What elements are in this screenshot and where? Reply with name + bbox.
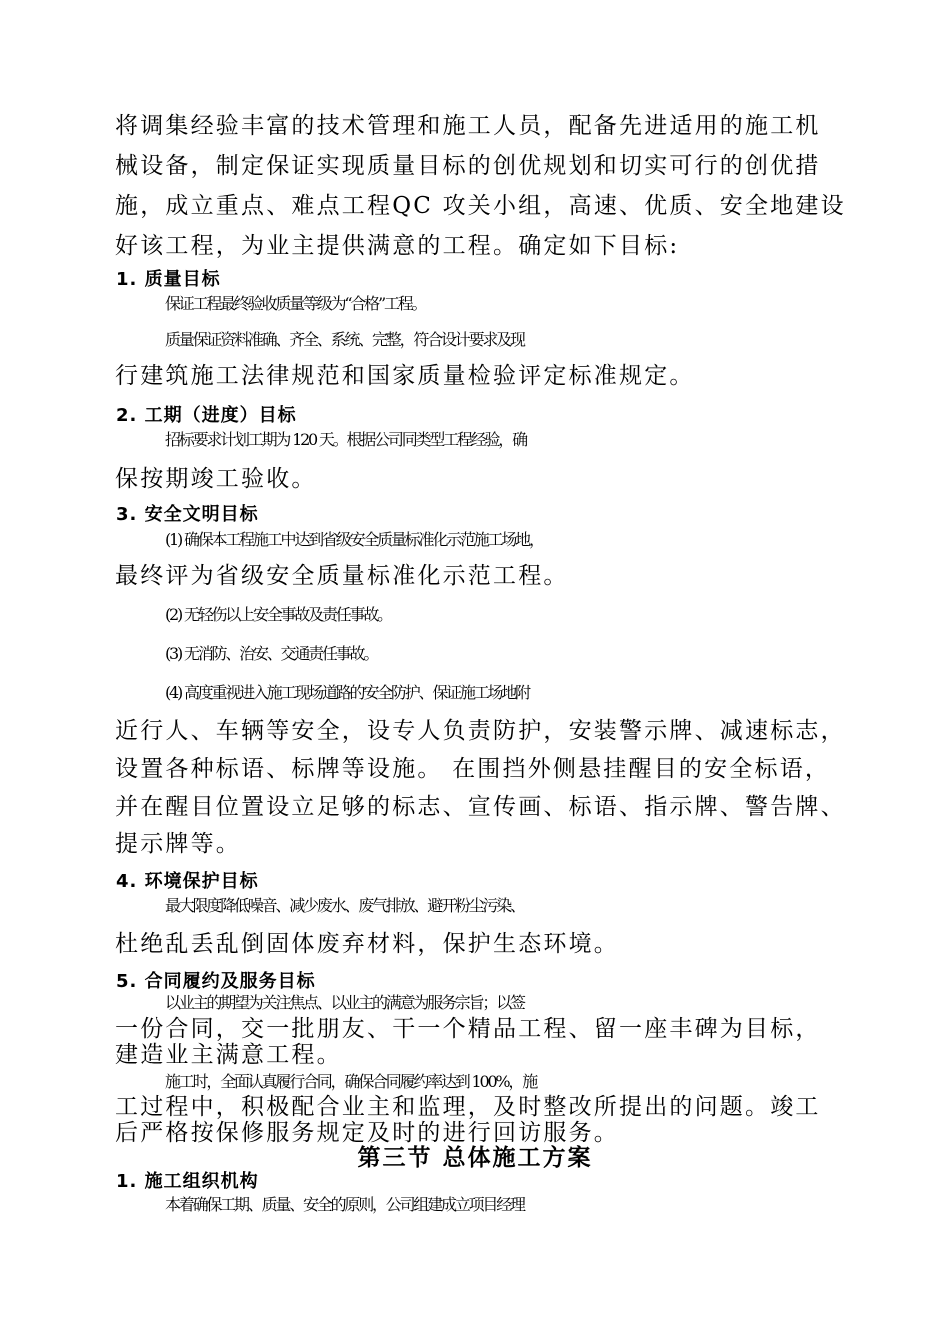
environment-paragraph-line-1: 最大限度降低噪音、减少废水、废气排放、避开粉尘污染、: [165, 896, 524, 915]
intro-line-2: 械设备，制定保证实现质量目标的创优规划和切实可行的创优措: [115, 153, 821, 179]
organization-paragraph-line-1: 本着确保工期、质量、安全的原则，公司组建成立项目经理: [165, 1195, 524, 1214]
safety-item-4-line-3: 设置各种标语、标牌等设施。 在围挡外侧悬挂醒目的安全标语，: [115, 756, 831, 782]
safety-item-2: (2) 无轻伤以上安全事故及责任事故。: [165, 605, 391, 624]
safety-item-4-line-4: 并在醒目位置设立足够的标志、宣传画、标语、指示牌、警告牌、: [115, 794, 846, 820]
contract-paragraph-1-line-2: 一份合同，交一批朋友、干一个精品工程、留一座丰碑为目标，: [115, 1016, 821, 1042]
heading-safety-goal: 3. 安全文明目标: [116, 504, 259, 525]
quality-paragraph-2-line-2: 行建筑施工法律规范和国家质量检验评定标准规定。: [115, 363, 695, 389]
environment-paragraph-line-2: 杜绝乱丢乱倒固体废弃材料，保护生态环境。: [115, 931, 619, 957]
heading-construction-organization: 1. 施工组织机构: [116, 1171, 259, 1192]
heading-contract-goal: 5. 合同履约及服务目标: [116, 971, 316, 992]
section-title: 第三节 总体施工方案: [357, 1145, 593, 1171]
intro-line-1: 将调集经验丰富的技术管理和施工人员，配备先进适用的施工机: [115, 113, 821, 139]
safety-item-4-line-2: 近行人、车辆等安全，设专人负责防护，安装警示牌、减速标志，: [115, 718, 846, 744]
safety-item-4-line-1: (4) 高度重视进入施工现场道路的安全防护、保证施工场地附: [165, 683, 529, 702]
heading-environment-goal: 4. 环境保护目标: [116, 871, 259, 892]
contract-paragraph-1-line-1: 以业主的期望为关注焦点、以业主的满意为服务宗旨；以签: [165, 993, 524, 1012]
quality-paragraph-2-line-1: 质量保证资料准确、齐全、系统、完整，符合设计要求及现: [165, 330, 524, 349]
contract-paragraph-2-line-1: 施工时，全面认真履行合同，确保合同履约率达到 100%，施: [165, 1072, 537, 1091]
safety-item-4-line-5: 提示牌等。: [115, 831, 241, 857]
contract-paragraph-2-line-3: 后严格按保修服务规定及时的进行回访服务。: [115, 1120, 619, 1146]
contract-paragraph-1-line-3: 建造业主满意工程。: [115, 1042, 342, 1068]
schedule-paragraph-line-1: 招标要求计划工期为 120 天。根据公司同类型工程经验，确: [165, 430, 526, 449]
safety-item-1-line-1: (1) 确保本工程施工中达到省级安全质量标准化示范施工场地，: [165, 530, 543, 549]
quality-paragraph-1: 保证工程最终验收质量等级为“合格”工程。: [165, 294, 426, 313]
intro-line-3: 施，成立重点、难点工程QC 攻关小组，高速、优质、安全地建设: [115, 193, 846, 219]
safety-item-1-line-2: 最终评为省级安全质量标准化示范工程。: [115, 563, 569, 589]
safety-item-3: (3) 无消防、治安、交通责任事故。: [165, 644, 378, 663]
heading-quality-goal: 1. 质量目标: [116, 269, 221, 290]
schedule-paragraph-line-2: 保按期竣工验收。: [115, 466, 317, 492]
intro-line-4: 好该工程，为业主提供满意的工程。确定如下目标:: [115, 233, 680, 259]
heading-schedule-goal: 2. 工期（进度）目标: [116, 405, 297, 426]
contract-paragraph-2-line-2: 工过程中，积极配合业主和监理，及时整改所提出的问题。竣工: [115, 1094, 821, 1120]
